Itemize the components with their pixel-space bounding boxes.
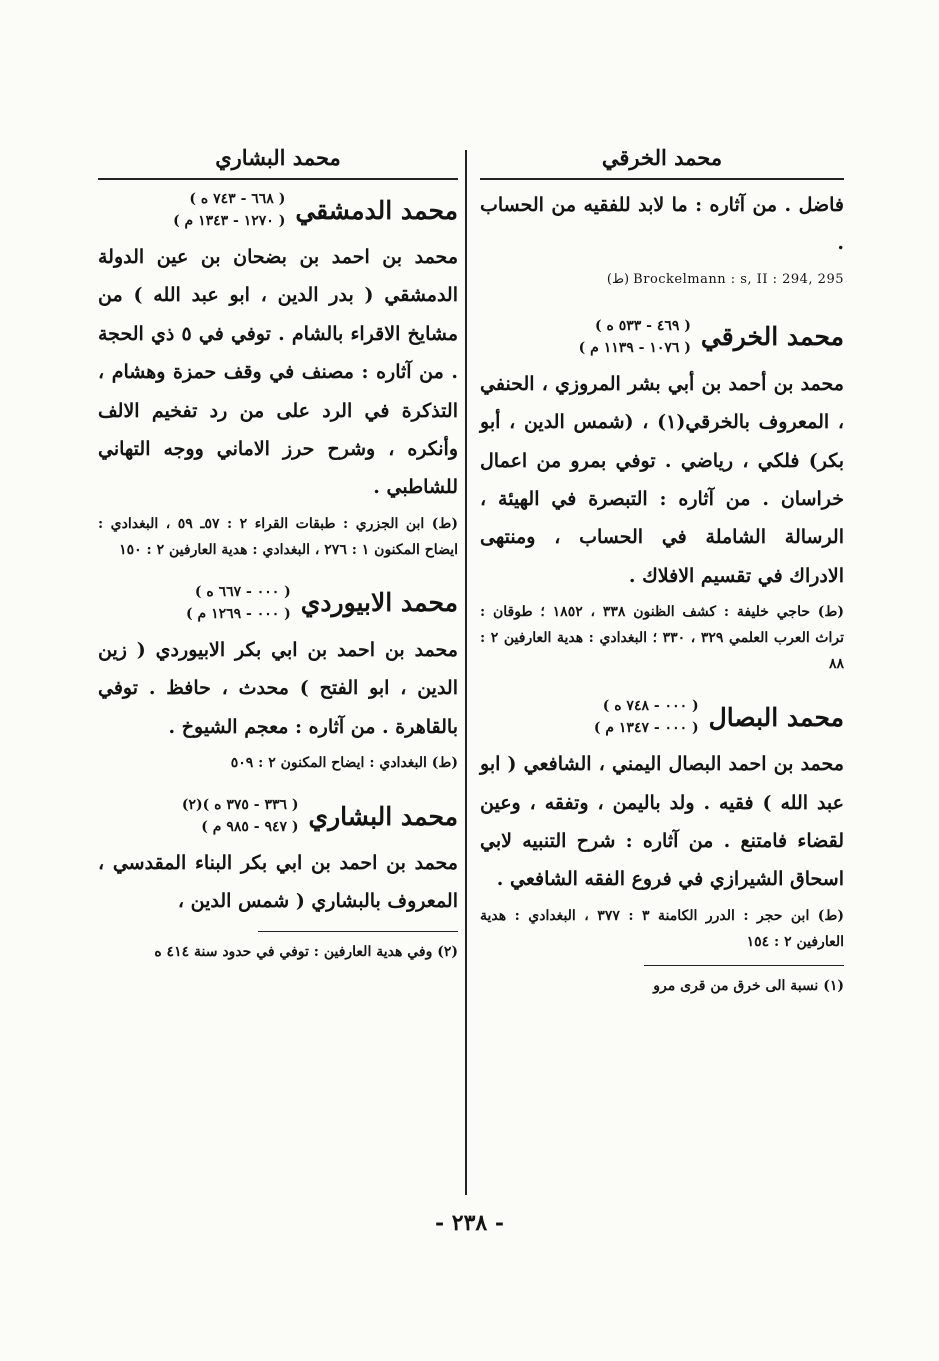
entry-body: محمد بن احمد بن ابي بكر الابيوردي ( زين الدين ، ابو الفتح ) محدث ، حافظ . توفي بالقاهرة . من آثاره : معجم الشيوخ .: [98, 638, 458, 738]
right-running-header: محمد الخرقي: [601, 145, 723, 170]
entry-dates: [173, 188, 285, 232]
date-gregorian: ( ٠٠٠ - ١٢٦٩ م ): [186, 605, 291, 622]
continued-text: فاضل . من آثاره : ما لابد للفقيه من الحساب .: [480, 194, 844, 255]
entry-body: محمد بن احمد البصال اليمني ، الشافعي ( ابو عبد الله ) فقيه . ولد باليمن ، وتفقه ، وعين لقضاء فامتنع . من آثاره : شرح التنبيه لابي اسحاق الشيرازي في فروع الفقه الشافعي .: [480, 753, 844, 891]
entry-dates: [594, 695, 699, 739]
entry-header: [480, 695, 844, 739]
column-divider: [465, 150, 467, 1195]
entry: [98, 581, 458, 776]
entry-body: محمد بن احمد بن ابي بكر البناء المقدسي ، المعروف بالبشاري ( شمس الدين ،: [98, 852, 458, 913]
date-gregorian: ( ١٠٧٦ - ١١٣٩ م ): [578, 339, 691, 356]
footnote-rule: [644, 965, 844, 966]
right-column: [480, 138, 844, 1000]
entry-body: محمد بن احمد بن بضحان بن عين الدولة الدمشقي ( بدر الدين ، ابو عبد الله ) من مشايخ الاقراء بالشام . توفي في ٥ ذي الحجة . من آثاره : مصنف في وقف حمزة وهشام ، التذكرة في الرد على من رد تفخيم الالف وأنكره ، وشرح حرز الاماني ووجه التهاني للشاطبي .: [98, 246, 458, 499]
entry-name: محمد البشاري: [308, 801, 458, 831]
entry: [480, 315, 844, 677]
entry-header: [98, 188, 458, 232]
footnote-rule: [258, 931, 458, 932]
date-gregorian: ( ١٢٧٠ - ١٣٤٣ م ): [173, 213, 286, 229]
entry-name: محمد الابيوردي: [300, 588, 458, 618]
date-gregorian: ( ٠٠٠ - ١٣٤٧ م ): [593, 720, 699, 737]
entry-dates: [182, 794, 299, 838]
entry: [98, 188, 458, 563]
entry-reference: (ط) ابن حجر : الدرر الكامنة ٣ : ٣٧٧ ، البغدادي : هدية العارفين ٢ : ١٥٤: [480, 907, 844, 950]
date-hijri: ( ٠٠٠ - ٦٦٧ ه ): [194, 583, 291, 600]
entry-header: [480, 315, 844, 359]
entry-dates: [186, 581, 291, 625]
left-column: [98, 138, 458, 966]
header-rule: [480, 178, 844, 180]
header-rule: [98, 178, 458, 180]
left-running-header: محمد البشاري: [215, 145, 341, 170]
date-hijri: ( ٤٦٩ - ٥٣٣ ه ): [595, 317, 691, 334]
entry: [98, 794, 458, 921]
entry-body: محمد بن أحمد بن أبي بشر المروزي ، الحنفي ، المعروف بالخرقي(١) ، (شمس الدين ، أبو بكر) فلكي ، رياضي . توفي بمرو من اعمال خراسان . من آثاره : التبصرة في الهيئة ، الرسالة الشاملة في الحساب ، ومنتهى الادراك في تقسيم الافلاك .: [480, 372, 844, 587]
entry-reference: (ط) حاجي خليفة : كشف الظنون ٣٣٨ ، ١٨٥٢ ؛ طوقان : تراث العرب العلمي ٣٢٩ ، ٣٣٠ ؛ البغدادي : هدية العارفين ٢ : ٨٨: [480, 604, 844, 673]
entry-dates: [579, 315, 691, 359]
page-number: - ٢٣٨ -: [434, 1210, 505, 1236]
entry-name: محمد البصال: [708, 702, 844, 732]
date-hijri: ( ٣٣٦ - ٣٧٥ ه )(٢): [181, 797, 299, 814]
entry-reference: (ط) ابن الجزري : طبقات القراء ٢ : ٥٧ـ ٥٩ ، البغدادي : ايضاح المكنون ١ : ٢٧٦ ، البغدادي : هدية العارفين ٢ : ١٥٠: [98, 515, 459, 558]
footnote: (١) نسبة الى خرق من قرى مرو: [653, 977, 844, 994]
date-gregorian: ( ٩٤٧ - ٩٨٥ م ): [201, 819, 299, 836]
date-hijri: ( ٠٠٠ - ٧٤٨ ه ): [602, 698, 699, 715]
entry-header: [98, 581, 458, 625]
entry-name: محمد الدمشقي: [295, 195, 458, 225]
entry-header: [98, 794, 458, 838]
entry-name: محمد الخرقي: [700, 322, 844, 352]
entry: [480, 695, 844, 955]
entry-reference: (ط) البغدادي : ايضاح المكنون ٢ : ٥٠٩: [230, 755, 458, 772]
footnote: (٢) وفي هدية العارفين : توفي في حدود سنة ٤١٤ ه: [154, 943, 458, 960]
date-hijri: ( ٦٦٨ - ٧٤٣ ه ): [189, 191, 286, 207]
reference-latin: (ط) Brockelmann : s, II : 294, 295: [606, 271, 844, 287]
